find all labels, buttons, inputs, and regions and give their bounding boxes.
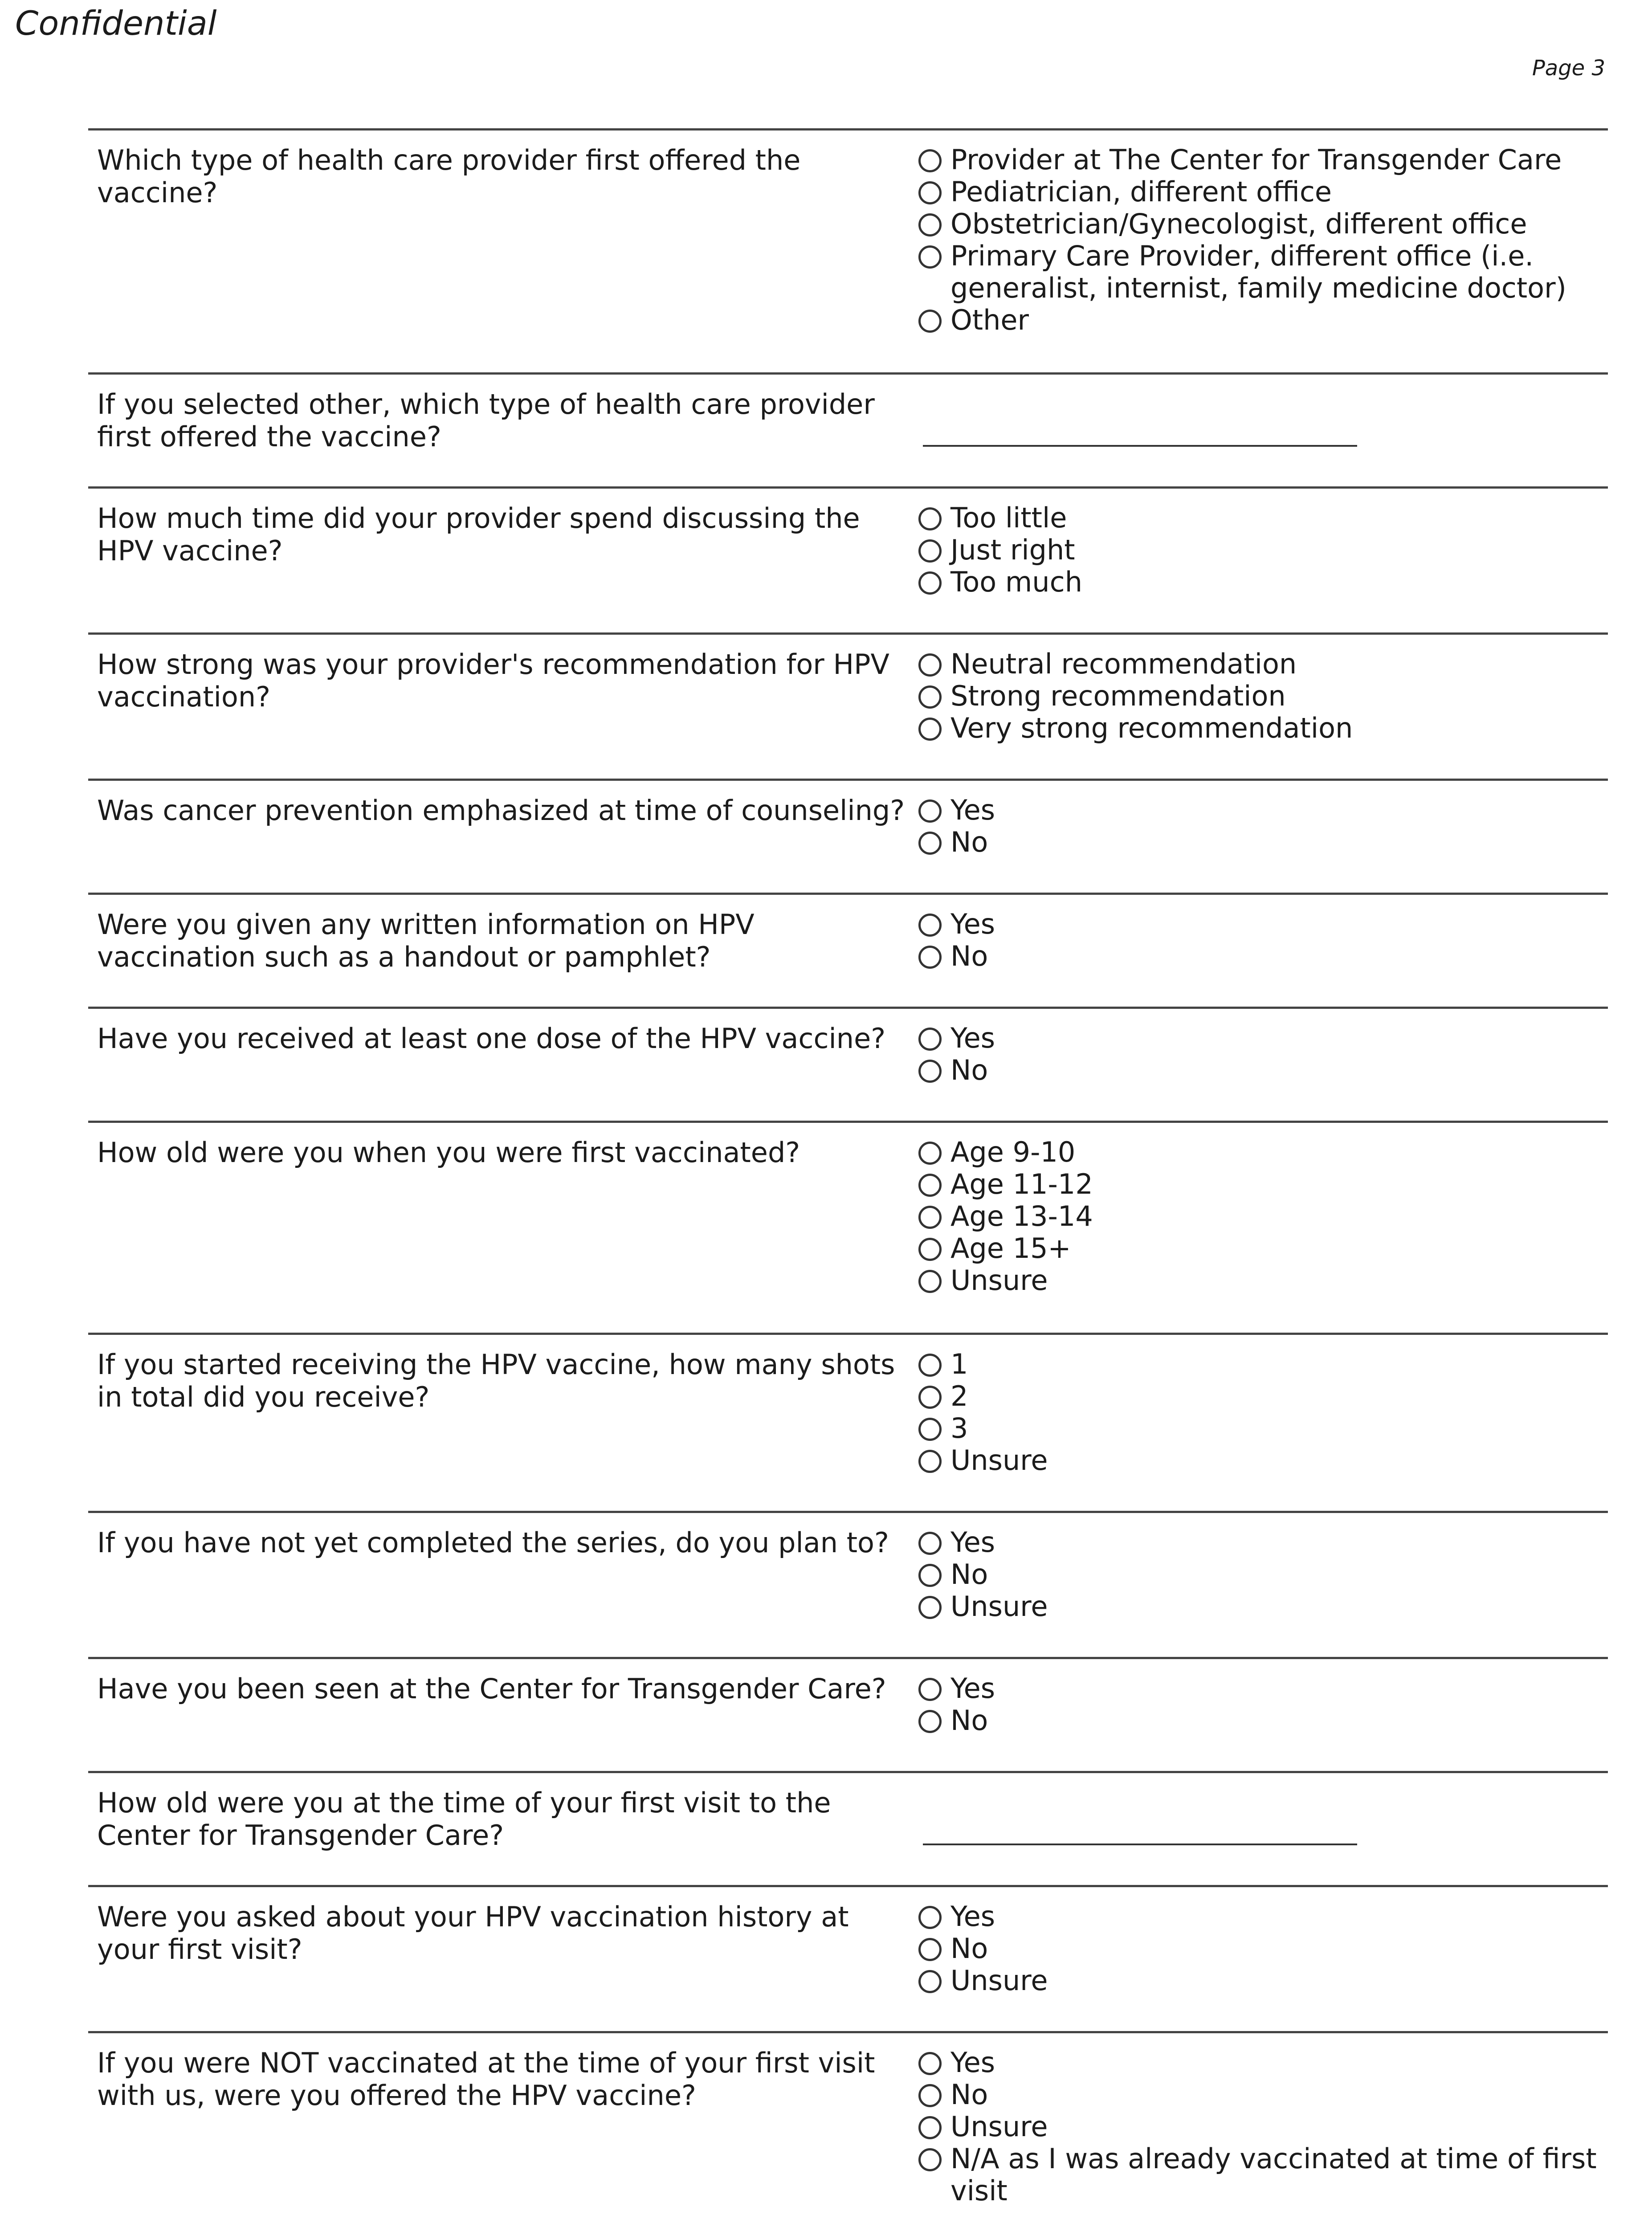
radio-option[interactable] (917, 1200, 1608, 1232)
radio-option-label: Yes (950, 2046, 995, 2079)
radio-option-label: Provider at The Center for Transgender Care (950, 143, 1562, 176)
question-row (88, 1771, 1608, 1885)
radio-option[interactable] (917, 2047, 1608, 2079)
radio-option-label: Too little (950, 502, 1067, 534)
radio-button[interactable] (918, 1354, 942, 1377)
radio-option-label: Unsure (950, 1444, 1048, 1477)
radio-option-label: Obstetrician/Gynecologist, different office (950, 208, 1527, 240)
radio-option-label: 1 (950, 1348, 968, 1380)
answer-options (917, 635, 1608, 779)
radio-button[interactable] (918, 914, 942, 937)
radio-option[interactable] (917, 240, 1608, 304)
radio-button[interactable] (918, 1418, 942, 1441)
radio-option[interactable] (917, 1264, 1608, 1297)
answer-options (917, 131, 1608, 372)
radio-option[interactable] (917, 1901, 1608, 1933)
radio-button[interactable] (918, 799, 942, 823)
radio-option[interactable] (917, 1672, 1608, 1705)
radio-option[interactable] (917, 1558, 1608, 1591)
radio-button[interactable] (918, 2084, 942, 2107)
radio-button[interactable] (918, 507, 942, 530)
radio-button[interactable] (918, 1450, 942, 1473)
question-row (88, 1333, 1608, 1511)
radio-option-label: No (950, 1558, 988, 1591)
radio-button[interactable] (918, 245, 942, 269)
radio-button[interactable] (918, 1386, 942, 1409)
radio-option-label: Unsure (950, 2110, 1048, 2143)
question-row (88, 486, 1608, 632)
radio-option[interactable] (917, 712, 1608, 744)
radio-option-label: Very strong recommendation (950, 712, 1353, 744)
radio-option-label: Other (950, 304, 1029, 336)
radio-option[interactable] (917, 534, 1608, 566)
radio-option-label: No (950, 940, 988, 972)
radio-button[interactable] (918, 571, 942, 595)
radio-button[interactable] (918, 2052, 942, 2075)
radio-option-label: No (950, 826, 988, 858)
radio-option-label: No (950, 1704, 988, 1737)
radio-button[interactable] (918, 1174, 942, 1197)
answer-options (917, 1513, 1608, 1657)
survey-form (88, 128, 1608, 2218)
answer-options (917, 781, 1608, 893)
radio-button[interactable] (918, 1028, 942, 1051)
radio-option-label: 3 (950, 1412, 968, 1444)
radio-button[interactable] (918, 1238, 942, 1261)
radio-option-label: Age 9-10 (950, 1136, 1076, 1168)
radio-option[interactable] (917, 502, 1608, 534)
radio-button[interactable] (918, 1710, 942, 1733)
question-text: How strong was your provider's recommendation for HPV vaccination? (97, 648, 889, 713)
question-text: If you selected other, which type of health care provider first offered the vaccine? (97, 388, 875, 453)
answer-options (917, 375, 1608, 486)
radio-button[interactable] (918, 718, 942, 741)
answer-options (917, 1009, 1608, 1121)
radio-option[interactable] (917, 144, 1608, 176)
radio-option-label: Yes (950, 1022, 995, 1054)
radio-option-label: Unsure (950, 1264, 1048, 1297)
radio-button[interactable] (918, 1532, 942, 1555)
question-text: Have you been seen at the Center for Transgender Care? (97, 1672, 886, 1705)
radio-option[interactable] (917, 304, 1608, 336)
answer-options (917, 2033, 1608, 2218)
radio-button[interactable] (918, 310, 942, 333)
radio-option[interactable] (917, 1526, 1608, 1558)
question-row (88, 1121, 1608, 1333)
question-row (88, 372, 1608, 486)
question-text: How old were you at the time of your first visit to the Center for Transgender Care? (97, 1786, 831, 1852)
radio-option-label: No (950, 2078, 988, 2111)
radio-option-label: No (950, 1932, 988, 1965)
radio-option[interactable] (917, 826, 1608, 858)
radio-option[interactable] (917, 1444, 1608, 1477)
radio-option[interactable] (917, 1054, 1608, 1086)
radio-option-label: Yes (950, 794, 995, 826)
question-row (88, 1885, 1608, 2031)
radio-option[interactable] (917, 1965, 1608, 1997)
answer-options (917, 1659, 1608, 1771)
answer-options (917, 1123, 1608, 1333)
radio-option-label: Yes (950, 1672, 995, 1705)
radio-button[interactable] (918, 1938, 942, 1961)
answer-options (917, 895, 1608, 1007)
answer-options (917, 1887, 1608, 2031)
question-text: How old were you when you were first vaccinated? (97, 1136, 800, 1169)
radio-option[interactable] (917, 1168, 1608, 1200)
radio-option-label: Too much (950, 566, 1082, 598)
question-row (88, 1007, 1608, 1121)
radio-button[interactable] (918, 1564, 942, 1587)
radio-option-label: Age 15+ (950, 1232, 1071, 1264)
radio-option[interactable] (917, 1705, 1608, 1737)
radio-option-label: No (950, 1054, 988, 1086)
question-row (88, 2031, 1608, 2218)
radio-button[interactable] (918, 1596, 942, 1619)
radio-option[interactable] (917, 680, 1608, 712)
radio-button[interactable] (918, 213, 942, 237)
question-text: Were you given any written information on HPV vaccination such as a handout or pamphlet? (97, 908, 755, 973)
radio-option[interactable] (917, 940, 1608, 972)
answer-options (917, 489, 1608, 632)
radio-option[interactable] (917, 908, 1608, 940)
question-text: If you were NOT vaccinated at the time of your first visit with us, were you offered the HPV vaccine? (97, 2047, 875, 2112)
radio-option[interactable] (917, 566, 1608, 598)
radio-button[interactable] (918, 1678, 942, 1701)
radio-button[interactable] (918, 1270, 942, 1293)
radio-button[interactable] (918, 149, 942, 172)
radio-option[interactable] (917, 794, 1608, 826)
radio-option-label: Yes (950, 1526, 995, 1558)
radio-option-label: Unsure (950, 1590, 1048, 1623)
question-text: If you have not yet completed the series, do you plan to? (97, 1526, 889, 1559)
radio-option[interactable] (917, 1022, 1608, 1054)
answer-options (917, 1773, 1608, 1885)
radio-option[interactable] (917, 208, 1608, 240)
radio-option[interactable] (917, 1412, 1608, 1444)
radio-option-label: Just right (950, 534, 1075, 566)
radio-button[interactable] (918, 832, 942, 855)
question-row (88, 779, 1608, 893)
radio-option-label: Age 11-12 (950, 1168, 1093, 1200)
radio-button[interactable] (918, 1906, 942, 1929)
radio-option[interactable] (917, 1933, 1608, 1965)
confidential-label: Confidential (15, 4, 217, 43)
radio-option-label: Yes (950, 908, 995, 940)
question-text: Have you received at least one dose of the HPV vaccine? (97, 1022, 886, 1055)
radio-option[interactable] (917, 2079, 1608, 2111)
text-answer-line[interactable] (923, 445, 1357, 447)
radio-button[interactable] (918, 653, 942, 677)
radio-option-label: Neutral recommendation (950, 648, 1297, 680)
radio-button[interactable] (918, 2116, 942, 2139)
radio-option[interactable] (917, 648, 1608, 680)
radio-option-label: Pediatrician, different office (950, 175, 1332, 208)
radio-option[interactable] (917, 176, 1608, 208)
radio-option-label: 2 (950, 1380, 968, 1412)
radio-option-label: Primary Care Provider, different office (i.e. generalist, internist, family medicine doctor) (950, 240, 1566, 304)
radio-button[interactable] (918, 2148, 942, 2171)
radio-option-label: Age 13-14 (950, 1200, 1093, 1232)
radio-option-label: Strong recommendation (950, 680, 1286, 712)
radio-option[interactable] (917, 1348, 1608, 1380)
question-text: Was cancer prevention emphasized at time of counseling? (97, 794, 905, 827)
answer-options (917, 1335, 1608, 1511)
question-text: If you started receiving the HPV vaccine, how many shots in total did you receive? (97, 1348, 895, 1413)
radio-option[interactable] (917, 1232, 1608, 1264)
text-answer-line[interactable] (923, 1844, 1357, 1845)
question-row (88, 893, 1608, 1007)
radio-button[interactable] (918, 946, 942, 969)
radio-option[interactable] (917, 1136, 1608, 1168)
radio-button[interactable] (918, 1142, 942, 1165)
question-row (88, 128, 1608, 372)
radio-button[interactable] (918, 1206, 942, 1229)
radio-option[interactable] (917, 1380, 1608, 1412)
radio-button[interactable] (918, 1060, 942, 1083)
radio-option-label: N/A as I was already vaccinated at time of first visit (950, 2142, 1597, 2207)
question-row (88, 632, 1608, 779)
question-text: How much time did your provider spend discussing the HPV vaccine? (97, 502, 860, 567)
radio-option[interactable] (917, 1591, 1608, 1623)
radio-button[interactable] (918, 685, 942, 709)
radio-button[interactable] (918, 181, 942, 204)
radio-button[interactable] (918, 539, 942, 563)
question-row (88, 1657, 1608, 1771)
radio-option[interactable] (917, 2143, 1608, 2207)
question-row (88, 1511, 1608, 1657)
question-text: Were you asked about your HPV vaccination history at your first visit? (97, 1901, 849, 1966)
radio-button[interactable] (918, 1970, 942, 1993)
radio-option-label: Yes (950, 1900, 995, 1933)
radio-option[interactable] (917, 2111, 1608, 2143)
page-number: Page 3 (1532, 56, 1605, 81)
radio-option-label: Unsure (950, 1964, 1048, 1997)
question-text: Which type of health care provider first offered the vaccine? (97, 144, 801, 209)
